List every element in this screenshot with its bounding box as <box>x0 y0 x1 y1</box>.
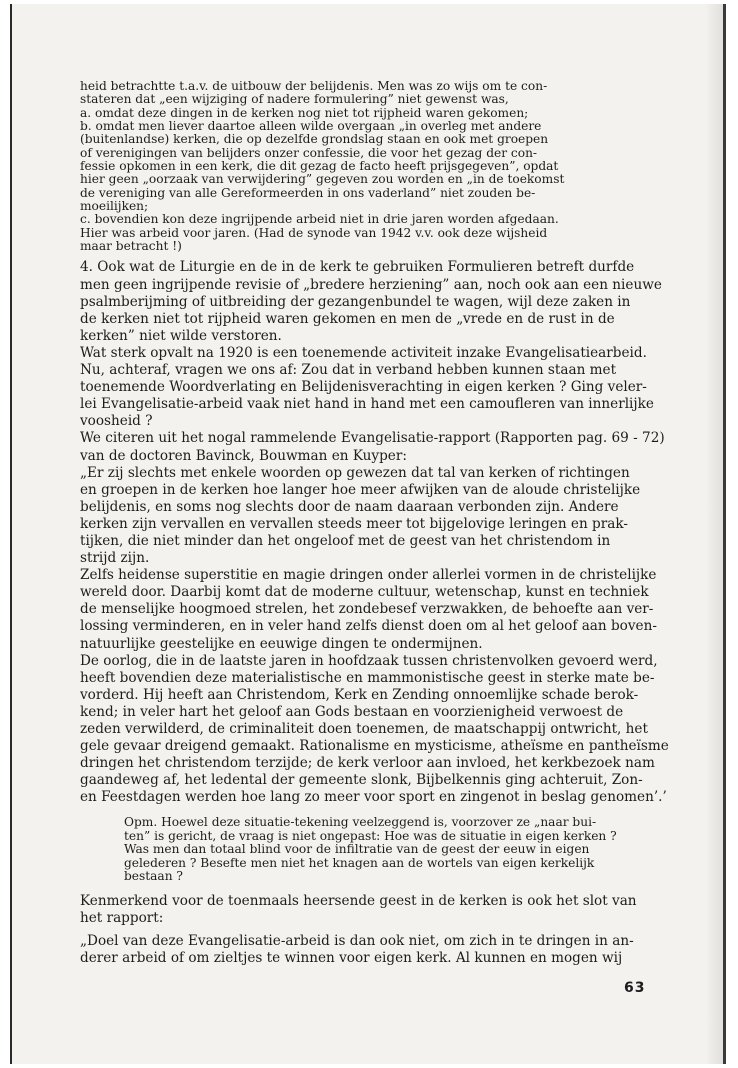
text-line: lossing verminderen, en in veler hand zelfs dienst doen om al het geloof aan boven- <box>80 618 657 635</box>
text-line: stateren dat „een wijziging of nadere formulering” niet gewenst was, <box>80 92 509 107</box>
text-line: „Doel van deze Evangelisatie-arbeid is dan ook niet, om zich in te dringen in an- <box>80 933 634 950</box>
text-line: We citeren uit het nogal rammelende Evangelisatie-rapport (Rapporten pag. 69 - 72) <box>80 430 665 447</box>
text-line: de kerken niet tot rijpheid waren gekomen en men de „vrede en de rust in de <box>80 310 615 327</box>
text-line: van de doctoren Bavinck, Bouwman en Kuyper: <box>80 447 407 464</box>
text-line: kerken” niet wilde verstoren. <box>80 327 282 344</box>
text-line: belijdenis, en soms nog slechts door de naam daaraan verbonden zijn. Andere <box>80 498 619 515</box>
text-line: b. omdat men liever daartoe alleen wilde overgaan „in overleg met andere <box>80 119 542 134</box>
block-report-intro <box>80 893 650 927</box>
text-line: Hier was arbeid voor jaren. (Had de synode van 1942 v.v. ook deze wijsheid <box>80 225 548 240</box>
text-line: (buitenlandse) kerken, die op dezelfde grondslag staan en ook met groepen <box>80 132 549 147</box>
page-number: 63 <box>624 980 646 996</box>
page-edge-shadow <box>705 4 723 1064</box>
text-line: De oorlog, die in de laatste jaren in hoofdzaak tussen christenvolken gevoerd werd, <box>80 652 658 669</box>
text-line: moeilijken; <box>80 199 149 214</box>
text-line: Was men dan totaal blind voor de infiltratie van de geest der eeuw in eigen <box>124 842 590 857</box>
block-synod-reasons <box>80 80 650 253</box>
text-line: toenemende Woordverlating en Belijdenisverachting in eigen kerken ? Ging veler- <box>80 379 647 396</box>
text-line: vorderd. Hij heeft aan Christendom, Kerk en Zending onnoemlijke schade berok- <box>80 686 639 703</box>
text-line: heid betrachtte t.a.v. de uitbouw der belijdenis. Men was zo wijs om te con- <box>80 79 548 93</box>
text-line: „Er zij slechts met enkele woorden op gewezen dat tal van kerken of richtingen <box>80 464 630 481</box>
text-line: hier geen „oorzaak van verwijdering” gegeven zou worden en „in de toekomst <box>80 172 565 187</box>
text-line: of verenigingen van belijders onzer confessie, die voor het gezag der con- <box>80 145 538 160</box>
text-line: de menselijke hoogmoed strelen, het zondebesef verzwakken, de behoefte aan ver- <box>80 601 654 618</box>
text-line: en groepen in de kerken hoe langer hoe meer afwijken van de aloude christelijke <box>80 481 641 498</box>
block-main-text <box>80 259 669 806</box>
text-line: dringen het christendom terzijde; de kerk verloor aan invloed, het kerkbezoek nam <box>80 755 655 772</box>
text-line: gaandeweg af, het ledental der gemeente slonk, Bijbelkennis ging achteruit, Zon- <box>80 772 643 789</box>
text-line: Zelfs heidense superstitie en magie dringen onder allerlei vormen in de christelijke <box>80 567 657 584</box>
text-line: Kenmerkend voor de toenmaals heersende geest in de kerken is ook het slot van <box>80 893 637 910</box>
text-line: 4. Ook wat de Liturgie en de in de kerk te gebruiken Formulieren betreft durfde <box>80 259 635 276</box>
text-line: men geen ingrijpende revisie of „bredere herziening” aan, noch ook aan een nieuwe <box>80 276 662 293</box>
page-text <box>80 79 669 968</box>
text-line: zeden verwilderd, de criminaliteit doen toenemen, de maatschappij ontwricht, het <box>80 721 648 737</box>
block-remark-note <box>80 816 650 883</box>
text-line: kend; in veler hart het geloof aan Gods bestaan en voorzienigheid verwoest de <box>80 703 624 720</box>
text-line: maar betracht !) <box>80 239 182 254</box>
text-line: Wat sterk opvalt na 1920 is een toenemende activiteit inzake Evangelisatiearbeid. <box>80 344 647 361</box>
text-line: bestaan ? <box>124 868 183 883</box>
text-line: ten” is gericht, de vraag is niet ongepast: Hoe was de situatie in eigen kerken ? <box>124 828 617 843</box>
text-line: tijken, die niet minder dan het ongeloof met de geest van het christendom in <box>80 532 611 549</box>
text-line: strijd zijn. <box>80 550 150 567</box>
text-line: Nu, achteraf, vragen we ons af: Zou dat in verband hebben kunnen staan met <box>80 362 617 379</box>
text-line: voosheid ? <box>80 413 153 430</box>
text-line: kerken zijn vervallen en vervallen steeds meer tot bijgelovige leringen en prak- <box>80 515 628 532</box>
text-line: a. omdat deze dingen in de kerken nog niet tot rijpheid waren gekomen; <box>80 105 529 120</box>
text-line: natuurlijke geestelijke en eeuwige dingen te ondermijnen. <box>80 635 483 652</box>
text-line: lei Evangelisatie-arbeid vaak niet hand in hand met een camoufleren van innerlijke <box>80 396 654 413</box>
text-line: gele gevaar dreigend gemaakt. Rationalisme en mysticisme, atheïsme en pantheïsme <box>80 738 669 755</box>
text-line: Opm. Hoewel deze situatie-tekening veelzeggend is, voorzover ze „naar bui- <box>124 815 597 830</box>
text-line: wereld door. Daarbij komt dat de moderne cultuur, wetenschap, kunst en techniek <box>80 584 649 601</box>
text-line: gelederen ? Besefte men niet het knagen aan de wortels van eigen kerkelijk <box>124 855 595 870</box>
text-line: derer arbeid of om zieltjes te winnen voor eigen kerk. Al kunnen en mogen wij <box>80 950 623 967</box>
document-page <box>10 4 726 1064</box>
block-report-quote <box>80 933 650 967</box>
text-line: en Feestdagen werden hoe lang zo meer voor sport en zingenot in beslag genomen’.’ <box>80 789 667 806</box>
text-line: c. bovendien kon deze ingrijpende arbeid niet in drie jaren worden afgedaan. <box>80 212 559 227</box>
text-line: psalmberijming of uitbreiding der gezangenbundel te wagen, wijl deze zaken in <box>80 293 631 310</box>
text-line: het rapport: <box>80 910 164 927</box>
text-line: de vereniging van alle Gereformeerden in ons vaderland” niet zouden be- <box>80 185 536 200</box>
text-line: heeft bovendien deze materialistische en mammonistische geest in sterke mate be- <box>80 669 655 686</box>
text-line: fessie opkomen in een kerk, die dit gezag de facto heeft prijsgegeven”, opdat <box>80 159 559 174</box>
